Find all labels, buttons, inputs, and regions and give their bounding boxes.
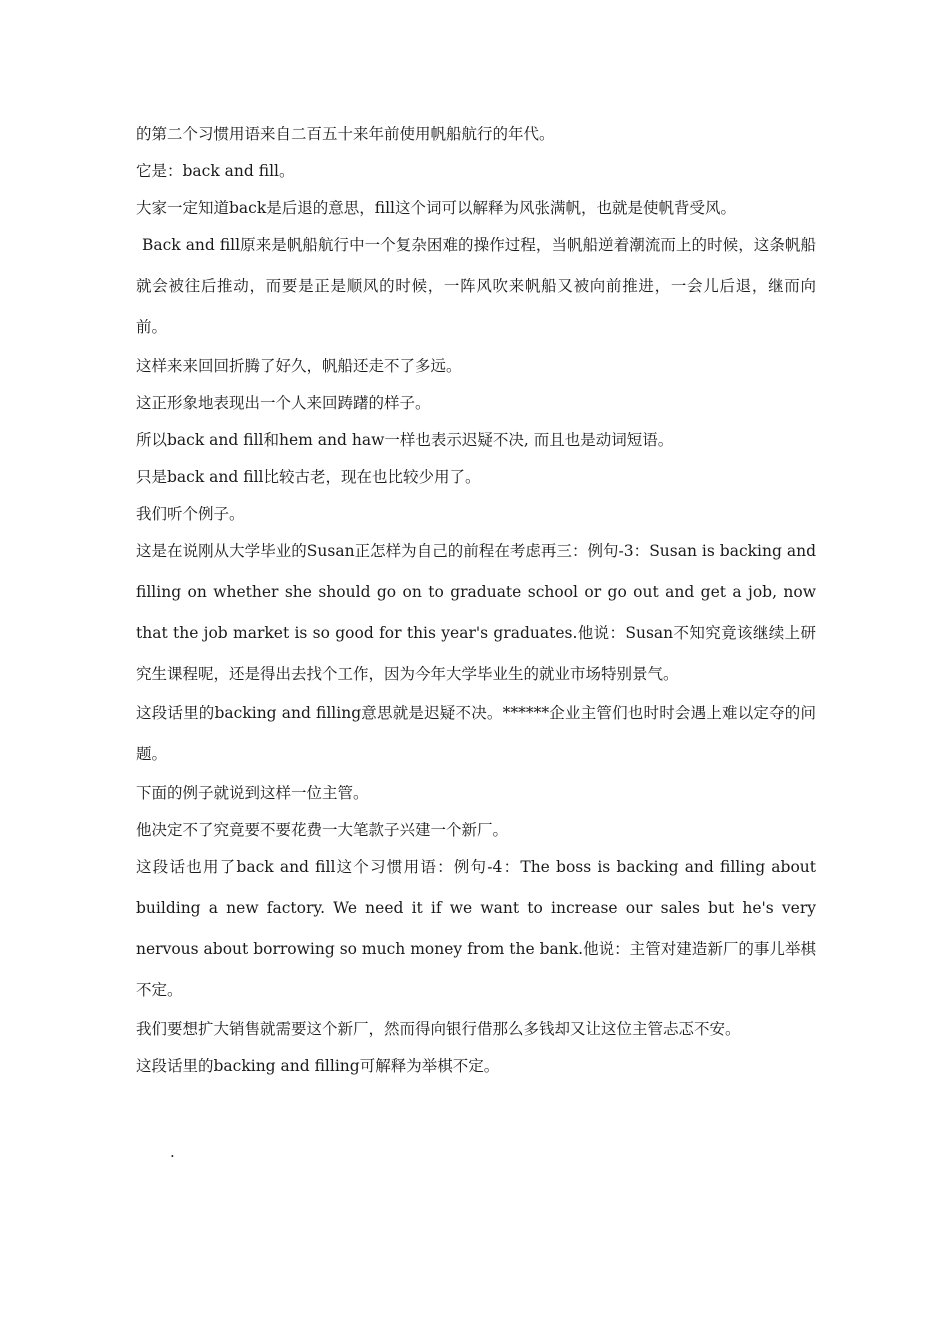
text-line: 这段话里的backing and filling可解释为举棋不定。 [136,1057,500,1075]
text-line: 他决定不了究竟要不要花费一大笔款子兴建一个新厂。 [136,821,509,839]
text-line: 这样来来回回折腾了好久，帆船还走不了多远。 [136,357,462,375]
text-line: 它是：back and fill。 [136,162,295,180]
text-line: 的第二个习惯用语来自二百五十来年前使用帆船航行的年代。 [136,125,555,143]
footer-mark: . [170,1143,175,1161]
text-line: 我们要想扩大销售就需要这个新厂，然而得向银行借那么多钱却又让这位主管忐忑不安。 [136,1020,741,1038]
text-line: 只是back and fill比较古老，现在也比较少用了。 [136,468,481,486]
text-line: 这正形象地表现出一个人来回踌躇的样子。 [136,394,431,412]
text-line: 所以back and fill和hem and haw一样也表示迟疑不决, 而且也是动词短语。 [136,431,674,449]
paragraph-sailing: Back and fill原来是帆船航行中一个复杂困难的操作过程，当帆船逆着潮流而上的时候，这条帆船就会被往后推动，而要是正是顺风的时候，一阵风吹来帆船又被向前推进，一会儿后退，继而向前。 [136,236,816,336]
document-body [136,120,816,1080]
text-line: 下面的例子就说到这样一位主管。 [136,784,369,802]
paragraph-susan-example: 这是在说刚从大学毕业的Susan正怎样为自己的前程在考虑再三：例句-3：Susan is backing and filling on whether she should go on to graduate school or go out and get a job, now that the job market is so good for this year's graduates.他说：Susan不知究竟该继续上研究生课程呢，还是得出去找个工作，因为今年大学毕业生的就业市场特别景气。 [136,542,816,683]
text-line: 我们听个例子。 [136,505,245,523]
text-line: 大家一定知道back是后退的意思，fill这个词可以解释为风张满帆，也就是使帆背受风。 [136,199,736,217]
paragraph-meaning: 这段话里的backing and filling意思就是迟疑不决。******企业主管们也时时会遇上难以定夺的问题。 [136,704,816,763]
paragraph-boss-example: 这段话也用了back and fill这个习惯用语：例句-4：The boss is backing and filling about building a new factory. We need it if we want to increase our sales but he's very nervous about borrowing so much money from the bank.他说：主管对建造新厂的事儿举棋不定。 [136,858,816,999]
